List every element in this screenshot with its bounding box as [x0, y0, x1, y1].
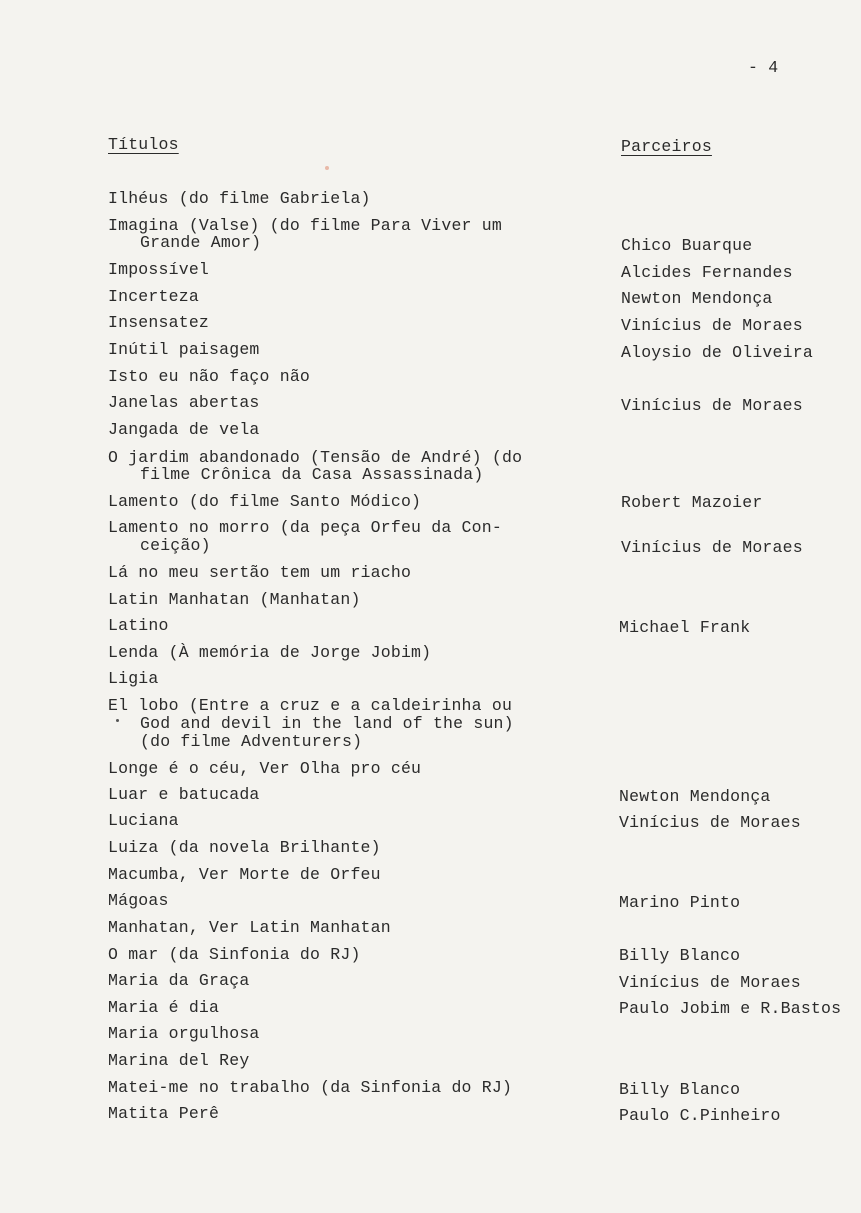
partner-entry: Alcides Fernandes: [621, 263, 793, 282]
ink-spot: [116, 719, 119, 722]
partner-entry: Vinícius de Moraes: [621, 538, 803, 557]
title-entry: Lamento no morro (da peça Orfeu da Con-: [108, 518, 502, 537]
title-entry: Matei-me no trabalho (da Sinfonia do RJ): [108, 1078, 513, 1097]
title-entry: El lobo (Entre a cruz e a caldeirinha ou: [108, 696, 513, 715]
title-entry-continuation: God and devil in the land of the sun): [140, 714, 514, 733]
title-entry-continuation: ceição): [140, 536, 211, 555]
title-entry: Maria é dia: [108, 998, 220, 1017]
partner-entry: Billy Blanco: [619, 946, 741, 965]
title-entry: Maria da Graça: [108, 971, 250, 990]
title-entry-continuation: (do filme Adventurers): [140, 732, 363, 751]
partner-entry: Michael Frank: [619, 618, 751, 637]
ink-spot: [325, 166, 329, 170]
title-entry: Incerteza: [108, 287, 199, 306]
title-entry-continuation: filme Crônica da Casa Assassinada): [140, 465, 484, 484]
title-entry: Jangada de vela: [108, 420, 260, 439]
title-entry: Impossível: [108, 260, 210, 279]
title-entry: Maria orgulhosa: [108, 1024, 260, 1043]
partner-entry: Robert Mazoier: [621, 493, 763, 512]
partner-entry: Vinícius de Moraes: [621, 396, 803, 415]
partner-entry: Newton Mendonça: [621, 289, 773, 308]
title-entry: Lamento (do filme Santo Módico): [108, 492, 422, 511]
title-entry: Matita Perê: [108, 1104, 220, 1123]
partner-entry: Vinícius de Moraes: [621, 316, 803, 335]
title-entry: Manhatan, Ver Latin Manhatan: [108, 918, 391, 937]
page-number: - 4: [748, 58, 779, 77]
title-entry: Janelas abertas: [108, 393, 260, 412]
partners-column-header: Parceiros: [621, 137, 712, 156]
partner-entry: Vinícius de Moraes: [619, 813, 801, 832]
titles-column-header: Títulos: [108, 135, 179, 154]
partner-entry: Chico Buarque: [621, 236, 753, 255]
title-entry: Ligia: [108, 669, 159, 688]
title-entry: O mar (da Sinfonia do RJ): [108, 945, 361, 964]
title-entry-continuation: Grande Amor): [140, 233, 262, 252]
title-entry: Insensatez: [108, 313, 210, 332]
title-entry: Luar e batucada: [108, 785, 260, 804]
title-entry: Latin Manhatan (Manhatan): [108, 590, 361, 609]
partner-entry: Billy Blanco: [619, 1080, 741, 1099]
partner-entry: Paulo C.Pinheiro: [619, 1106, 781, 1125]
title-entry: Luiza (da novela Brilhante): [108, 838, 381, 857]
title-entry: Luciana: [108, 811, 179, 830]
title-entry: Inútil paisagem: [108, 340, 260, 359]
title-entry: Lá no meu sertão tem um riacho: [108, 563, 412, 582]
partner-entry: Marino Pinto: [619, 893, 741, 912]
partner-entry: Paulo Jobim e R.Bastos: [619, 999, 842, 1018]
title-entry: Lenda (À memória de Jorge Jobim): [108, 643, 432, 662]
title-entry: Imagina (Valse) (do filme Para Viver um: [108, 216, 502, 235]
title-entry: Longe é o céu, Ver Olha pro céu: [108, 759, 422, 778]
partner-entry: Newton Mendonça: [619, 787, 771, 806]
title-entry: Isto eu não faço não: [108, 367, 311, 386]
title-entry: Ilhéus (do filme Gabriela): [108, 189, 371, 208]
title-entry: Marina del Rey: [108, 1051, 250, 1070]
title-entry: Mágoas: [108, 891, 169, 910]
partner-entry: Vinícius de Moraes: [619, 973, 801, 992]
title-entry: Latino: [108, 616, 169, 635]
title-entry: Macumba, Ver Morte de Orfeu: [108, 865, 381, 884]
partner-entry: Aloysio de Oliveira: [621, 343, 813, 362]
title-entry: O jardim abandonado (Tensão de André) (do: [108, 448, 523, 467]
